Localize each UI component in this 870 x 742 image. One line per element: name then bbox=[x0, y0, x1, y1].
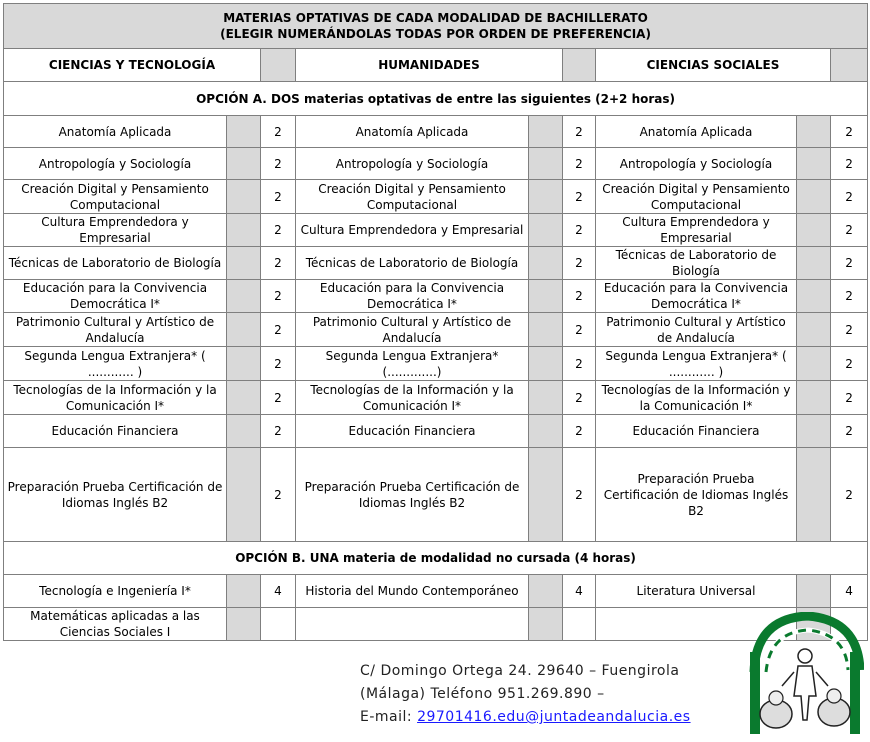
subject-name: Educación Financiera bbox=[596, 415, 797, 448]
subject-name: Cultura Emprendedora y Empresarial bbox=[596, 214, 797, 247]
subject-name: Educación para la Convivencia Democrática I* bbox=[4, 280, 227, 313]
subject-hours: 2 bbox=[261, 381, 296, 415]
subject-hours: 2 bbox=[563, 347, 596, 381]
table-title-line2: (ELEGIR NUMERÁNDOLAS TODAS POR ORDEN DE PREFERENCIA) bbox=[220, 27, 651, 41]
preference-box[interactable] bbox=[227, 214, 261, 247]
subject-hours: 4 bbox=[563, 575, 596, 608]
preference-box[interactable] bbox=[227, 148, 261, 180]
subject-name: Cultura Emprendedora y Empresarial bbox=[4, 214, 227, 247]
subject-hours: 2 bbox=[563, 180, 596, 214]
preference-box[interactable] bbox=[227, 347, 261, 381]
preference-box[interactable] bbox=[227, 415, 261, 448]
option-a-title: OPCIÓN A. DOS materias optativas de entre las siguientes (2+2 horas) bbox=[4, 82, 868, 116]
junta-de-andalucia-emblem-icon bbox=[746, 612, 864, 742]
subject-hours: 2 bbox=[261, 214, 296, 247]
subject-name: Educación Financiera bbox=[4, 415, 227, 448]
preference-box[interactable] bbox=[227, 575, 261, 608]
preference-box[interactable] bbox=[529, 214, 563, 247]
subject-hours: 2 bbox=[261, 347, 296, 381]
table-row bbox=[4, 347, 868, 381]
preference-box[interactable] bbox=[797, 180, 831, 214]
subject-name: Tecnologías de la Información y la Comunicación I* bbox=[596, 381, 797, 415]
subject-name: Antropología y Sociología bbox=[296, 148, 529, 180]
table-row bbox=[4, 180, 868, 214]
column-header-rank-box[interactable] bbox=[831, 49, 868, 82]
table-row bbox=[4, 415, 868, 448]
subject-hours: 2 bbox=[261, 116, 296, 148]
preference-box[interactable] bbox=[227, 280, 261, 313]
option-b-title: OPCIÓN B. UNA materia de modalidad no cursada (4 horas) bbox=[4, 542, 868, 575]
preference-box[interactable] bbox=[529, 116, 563, 148]
preference-box[interactable] bbox=[227, 247, 261, 280]
table-title bbox=[4, 4, 868, 49]
preference-box[interactable] bbox=[529, 381, 563, 415]
subject-hours: 2 bbox=[831, 280, 868, 313]
preference-box[interactable] bbox=[797, 148, 831, 180]
table-row bbox=[4, 608, 868, 641]
subject-hours: 2 bbox=[831, 180, 868, 214]
subject-hours: 2 bbox=[831, 247, 868, 280]
subject-name: Literatura Universal bbox=[596, 575, 797, 608]
subject-name: Anatomía Aplicada bbox=[4, 116, 227, 148]
subject-hours: 2 bbox=[563, 448, 596, 542]
preference-box[interactable] bbox=[227, 180, 261, 214]
preference-box[interactable] bbox=[797, 214, 831, 247]
subject-hours: 2 bbox=[261, 247, 296, 280]
subject-name: Preparación Prueba Certificación de Idiomas Inglés B2 bbox=[296, 448, 529, 542]
table-row bbox=[4, 116, 868, 148]
subject-name: Anatomía Aplicada bbox=[596, 116, 797, 148]
preference-box[interactable] bbox=[797, 415, 831, 448]
subject-name: Historia del Mundo Contemporáneo bbox=[296, 575, 529, 608]
preference-box[interactable] bbox=[529, 347, 563, 381]
subject-name: Antropología y Sociología bbox=[4, 148, 227, 180]
subject-hours: 2 bbox=[831, 313, 868, 347]
preference-box[interactable] bbox=[529, 313, 563, 347]
subject-hours: 2 bbox=[831, 116, 868, 148]
subject-hours: 2 bbox=[563, 148, 596, 180]
table-row bbox=[4, 448, 868, 542]
preference-box[interactable] bbox=[529, 415, 563, 448]
subject-hours: 4 bbox=[261, 575, 296, 608]
subject-hours: 2 bbox=[831, 381, 868, 415]
subject-name: Antropología y Sociología bbox=[596, 148, 797, 180]
subject-hours: 2 bbox=[261, 313, 296, 347]
subject-name: Educación Financiera bbox=[296, 415, 529, 448]
subject-hours: 2 bbox=[831, 448, 868, 542]
table-row bbox=[4, 575, 868, 608]
preference-box[interactable] bbox=[797, 116, 831, 148]
preference-box[interactable] bbox=[797, 247, 831, 280]
preference-box[interactable] bbox=[529, 575, 563, 608]
subject-hours: 2 bbox=[563, 415, 596, 448]
school-address bbox=[360, 660, 691, 729]
preference-box[interactable] bbox=[529, 608, 563, 641]
subject-name: Preparación Prueba Certificación de Idiomas Inglés B2 bbox=[596, 448, 797, 542]
preference-box[interactable] bbox=[227, 448, 261, 542]
optativas-table bbox=[3, 3, 868, 641]
subject-name: Segunda Lengua Extranjera* (.............) bbox=[296, 347, 529, 381]
subject-hours: 2 bbox=[831, 214, 868, 247]
email-label: E-mail: bbox=[360, 709, 418, 725]
subject-hours: 2 bbox=[831, 415, 868, 448]
preference-box[interactable] bbox=[529, 180, 563, 214]
subject-name: Tecnología e Ingeniería I* bbox=[4, 575, 227, 608]
table-row bbox=[4, 148, 868, 180]
preference-box[interactable] bbox=[797, 575, 831, 608]
table-row bbox=[4, 381, 868, 415]
preference-box[interactable] bbox=[797, 313, 831, 347]
column-header-humanidades: HUMANIDADES bbox=[296, 49, 563, 82]
subject-hours: 2 bbox=[831, 347, 868, 381]
subject-name: Anatomía Aplicada bbox=[296, 116, 529, 148]
column-header-ciencias-sociales: CIENCIAS SOCIALES bbox=[596, 49, 831, 82]
preference-box[interactable] bbox=[227, 381, 261, 415]
subject-hours: 2 bbox=[261, 280, 296, 313]
subject-hours: 4 bbox=[831, 575, 868, 608]
subject-name: Educación para la Convivencia Democrática I* bbox=[296, 280, 529, 313]
preference-box[interactable] bbox=[797, 280, 831, 313]
email-link[interactable]: 29701416.edu@juntadeandalucia.es bbox=[417, 709, 691, 725]
subject-name: Creación Digital y Pensamiento Computacional bbox=[4, 180, 227, 214]
preference-box[interactable] bbox=[529, 280, 563, 313]
subject-hours: 2 bbox=[563, 214, 596, 247]
table-title-line1: MATERIAS OPTATIVAS DE CADA MODALIDAD DE BACHILLERATO bbox=[223, 11, 648, 25]
subject-hours: 2 bbox=[261, 180, 296, 214]
subject-name bbox=[296, 608, 529, 641]
subject-name: Patrimonio Cultural y Artístico de Andalucía bbox=[4, 313, 227, 347]
preference-box[interactable] bbox=[797, 381, 831, 415]
preference-box[interactable] bbox=[529, 247, 563, 280]
subject-hours: 2 bbox=[563, 381, 596, 415]
subject-name: Tecnologías de la Información y la Comunicación I* bbox=[4, 381, 227, 415]
preference-box[interactable] bbox=[797, 347, 831, 381]
subject-hours bbox=[261, 608, 296, 641]
email-line bbox=[360, 706, 691, 729]
preference-box[interactable] bbox=[227, 608, 261, 641]
table-row bbox=[4, 214, 868, 247]
column-header-ciencias-tecnologia: CIENCIAS Y TECNOLOGÍA bbox=[4, 49, 261, 82]
subject-name: Técnicas de Laboratorio de Biología bbox=[296, 247, 529, 280]
subject-hours: 2 bbox=[261, 448, 296, 542]
subject-name: Cultura Emprendedora y Empresarial bbox=[296, 214, 529, 247]
table-row bbox=[4, 280, 868, 313]
preference-box[interactable] bbox=[797, 448, 831, 542]
address-line2: (Málaga) Teléfono 951.269.890 – bbox=[360, 686, 605, 702]
subject-hours: 2 bbox=[261, 415, 296, 448]
subject-name: Creación Digital y Pensamiento Computacional bbox=[596, 180, 797, 214]
subject-name: Técnicas de Laboratorio de Biología bbox=[596, 247, 797, 280]
subject-name: Preparación Prueba Certificación de Idiomas Inglés B2 bbox=[4, 448, 227, 542]
subject-name: Patrimonio Cultural y Artístico de Andalucía bbox=[296, 313, 529, 347]
subject-hours bbox=[563, 608, 596, 641]
table-row bbox=[4, 313, 868, 347]
preference-box[interactable] bbox=[529, 448, 563, 542]
subject-name: Técnicas de Laboratorio de Biología bbox=[4, 247, 227, 280]
preference-box[interactable] bbox=[529, 148, 563, 180]
subject-hours: 2 bbox=[831, 148, 868, 180]
subject-name: Educación para la Convivencia Democrática I* bbox=[596, 280, 797, 313]
subject-name: Segunda Lengua Extranjera* ( ............ ) bbox=[4, 347, 227, 381]
subject-name: Segunda Lengua Extranjera* ( ............ ) bbox=[596, 347, 797, 381]
column-header-rank-box[interactable] bbox=[563, 49, 596, 82]
subject-name: Matemáticas aplicadas a las Ciencias Sociales I bbox=[4, 608, 227, 641]
preference-box[interactable] bbox=[227, 116, 261, 148]
address-line1: C/ Domingo Ortega 24. 29640 – Fuengirola bbox=[360, 663, 680, 679]
subject-hours: 2 bbox=[563, 313, 596, 347]
subject-hours: 2 bbox=[563, 116, 596, 148]
subject-name: Patrimonio Cultural y Artístico de Andalucía bbox=[596, 313, 797, 347]
table-row bbox=[4, 247, 868, 280]
subject-hours: 2 bbox=[563, 280, 596, 313]
subject-hours: 2 bbox=[563, 247, 596, 280]
subject-name: Creación Digital y Pensamiento Computacional bbox=[296, 180, 529, 214]
subject-name: Tecnologías de la Información y la Comunicación I* bbox=[296, 381, 529, 415]
subject-hours: 2 bbox=[261, 148, 296, 180]
preference-box[interactable] bbox=[227, 313, 261, 347]
column-header-rank-box[interactable] bbox=[261, 49, 296, 82]
